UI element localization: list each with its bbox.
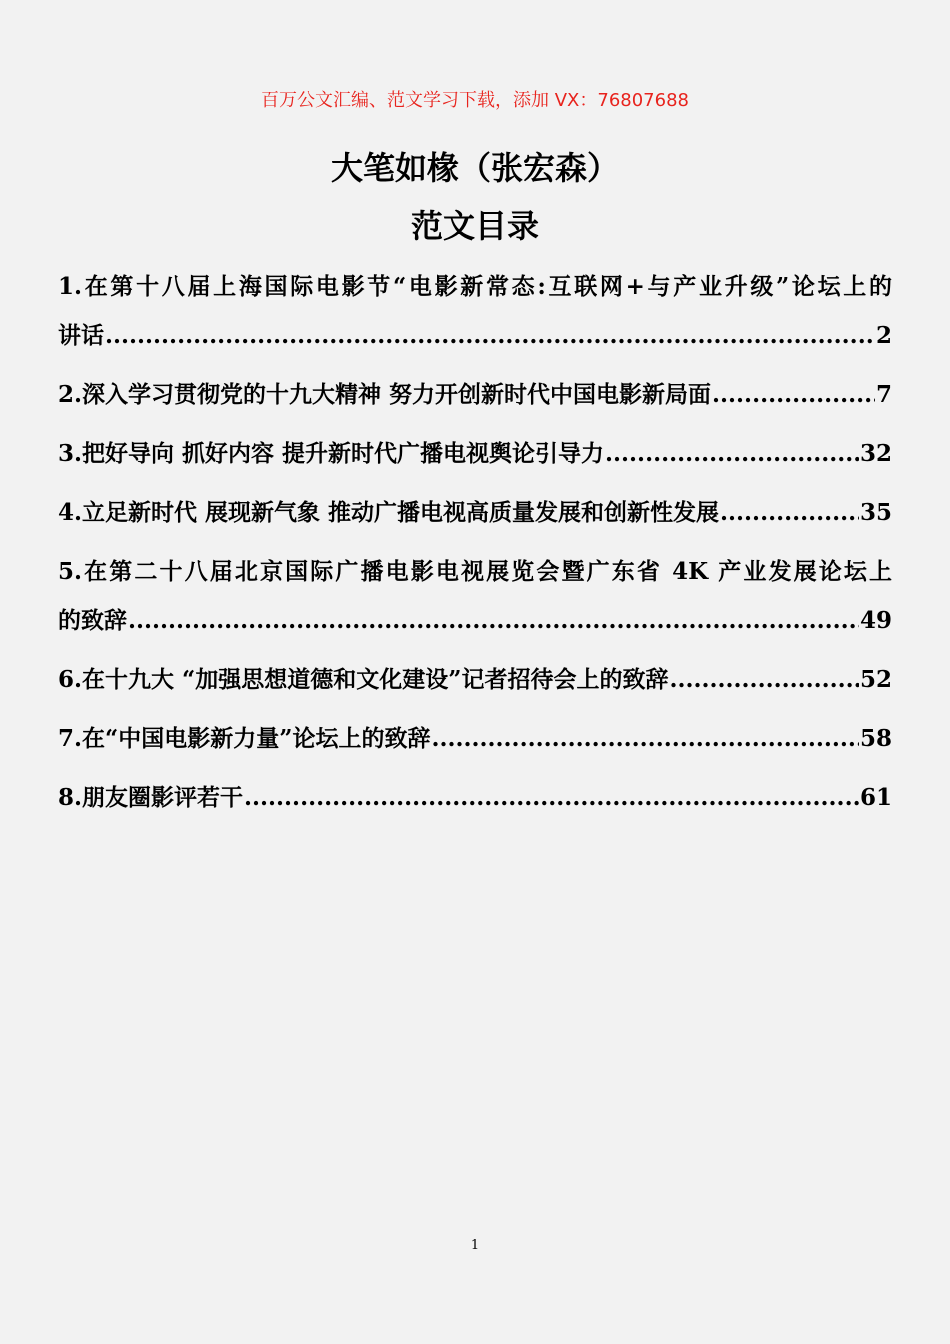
toc-entry-text-cont: 的致辞	[58, 607, 127, 634]
toc-entry[interactable]	[58, 714, 892, 763]
toc-leader-dots	[431, 714, 859, 763]
toc-page-number: 7	[875, 381, 892, 408]
toc-entry-text: 3.把好导向 抓好内容 提升新时代广播电视舆论引导力	[58, 440, 605, 467]
toc-entry-text: 6.在十九大 “加强思想道德和文化建设”记者招待会上的致辞	[58, 666, 669, 693]
toc-leader-dots	[128, 596, 859, 645]
header-banner: 百万公文汇编、范文学习下载，添加 VX：76807688	[261, 90, 689, 111]
toc-leader-dots	[712, 370, 875, 419]
toc-entry[interactable]	[58, 655, 892, 704]
toc-entry-text: 4.立足新时代 展现新气象 推动广播电视高质量发展和创新性发展	[58, 499, 720, 526]
toc-entry-text: 5.在第二十八届北京国际广播电影电视展览会暨广东省 4K 产业发展论坛上	[58, 558, 892, 585]
toc-leader-dots	[720, 488, 859, 537]
toc-page-number: 2	[875, 322, 892, 349]
toc-entry[interactable]	[58, 547, 892, 645]
toc-page-number: 49	[859, 607, 892, 634]
toc-entry[interactable]	[58, 262, 892, 360]
table-of-contents	[58, 262, 892, 832]
page-number: 1	[470, 1238, 480, 1253]
toc-entry-text: 1.在第十八届上海国际电影节“电影新常态:互联网+与产业升级”论坛上的	[58, 273, 892, 300]
toc-leader-dots	[669, 655, 859, 704]
toc-page-number: 58	[859, 725, 892, 752]
toc-page-number: 52	[859, 666, 892, 693]
toc-entry-text: 7.在“中国电影新力量”论坛上的致辞	[58, 725, 431, 752]
toc-leader-dots	[105, 311, 875, 360]
toc-leader-dots	[244, 773, 859, 822]
toc-entry[interactable]	[58, 429, 892, 478]
toc-entry[interactable]	[58, 773, 892, 822]
toc-entry-text: 8.朋友圈影评若干	[58, 784, 244, 811]
toc-entry-text-cont: 讲话	[58, 322, 104, 349]
toc-entry[interactable]	[58, 370, 892, 419]
toc-page-number: 61	[859, 784, 892, 811]
toc-page-number: 32	[859, 440, 892, 467]
document-title: 大笔如椽（张宏森）	[330, 149, 619, 187]
toc-page-number: 35	[859, 499, 892, 526]
toc-leader-dots	[605, 429, 859, 478]
toc-heading: 范文目录	[410, 207, 539, 245]
toc-entry-text: 2.深入学习贯彻党的十九大精神 努力开创新时代中国电影新局面	[58, 381, 712, 408]
toc-entry[interactable]	[58, 488, 892, 537]
